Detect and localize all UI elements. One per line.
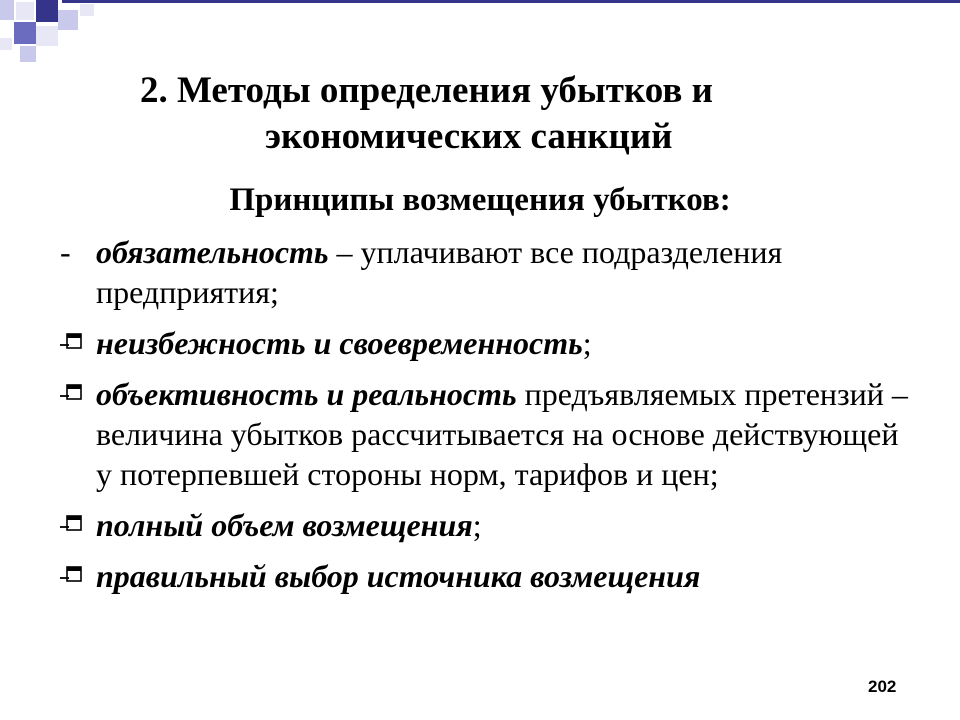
deco-square-pale bbox=[80, 4, 94, 16]
deco-square-light bbox=[58, 10, 78, 30]
deco-square-pale bbox=[0, 38, 12, 50]
slide-subtitle: Принципы возмещения убытков: bbox=[229, 182, 731, 218]
deco-square-light bbox=[20, 46, 36, 62]
title-number: 2. bbox=[140, 70, 168, 111]
list-item bbox=[58, 505, 918, 545]
item-text: ; bbox=[582, 325, 592, 361]
deco-square-pale bbox=[16, 2, 34, 20]
item-keyword: объективность и реальность bbox=[96, 376, 517, 412]
list-item bbox=[58, 374, 918, 494]
principles-list bbox=[58, 232, 918, 607]
list-item bbox=[58, 232, 918, 312]
deco-square-pale bbox=[36, 26, 58, 46]
item-keyword: полный объем возмещения bbox=[96, 507, 473, 543]
deco-square-dark bbox=[36, 0, 58, 22]
item-text: ; bbox=[472, 507, 482, 543]
dash-marker: - bbox=[60, 234, 71, 270]
page-number: 202 bbox=[868, 677, 897, 696]
header-rule bbox=[62, 0, 960, 3]
item-text: – уплачивают все подразделения предприятия; bbox=[96, 234, 783, 310]
slide-title bbox=[140, 68, 840, 160]
item-text: предъявляемых претензий – величина убытков рассчитывается на основе действующей у потерпевшей стороны норм, тарифов и цен; bbox=[96, 376, 908, 492]
title-text: Методы определения убытков и экономических санкций bbox=[177, 70, 713, 157]
decorative-squares-header bbox=[0, 0, 960, 70]
item-keyword: правильный выбор источника возмещения bbox=[96, 558, 701, 594]
deco-square-light bbox=[0, 0, 14, 20]
list-item bbox=[58, 323, 918, 363]
item-keyword: обязательность bbox=[96, 234, 329, 270]
deco-square-mid bbox=[14, 22, 36, 44]
list-item bbox=[58, 556, 918, 596]
item-keyword: неизбежность и своевременность bbox=[96, 325, 583, 361]
